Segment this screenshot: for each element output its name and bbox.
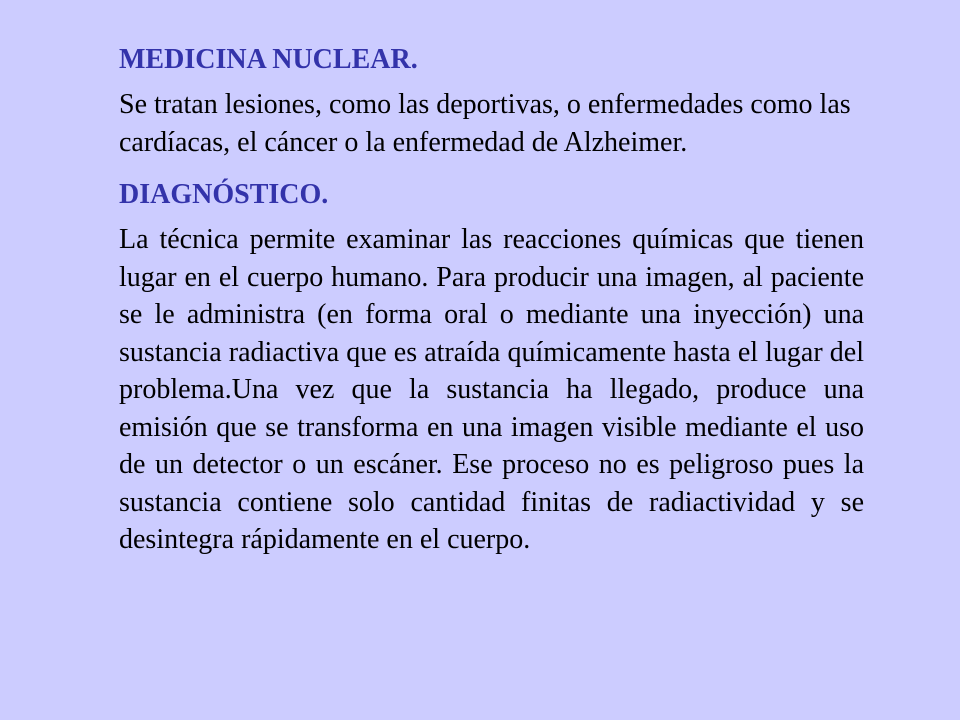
section-heading-diagnostico: DIAGNÓSTICO. [119,179,329,210]
section-body-diagnostico: La técnica permite examinar las reacciones químicas que tienen lugar en el cuerpo humano. Para producir una imagen, al paciente se le administra (en forma oral o mediante una inyección) una sustancia radiactiva que es atraída químicamente hasta el lugar del problema.Una vez que la sustancia ha llegado, produce una emisión que se transforma en una imagen visible mediante el uso de un detector o un escáner. Ese proceso no es peligroso pues la sustancia contiene solo cantidad finitas de radiactividad y se desintegra rápidamente en el cuerpo. [119,224,864,555]
section-body-medicina-nuclear: Se tratan lesiones, como las deportivas, o enfermedades como las cardíacas, el cáncer o la enfermedad de Alzheimer. [119,89,851,158]
slide-content [119,40,864,573]
section-heading-medicina-nuclear: MEDICINA NUCLEAR. [119,44,418,75]
